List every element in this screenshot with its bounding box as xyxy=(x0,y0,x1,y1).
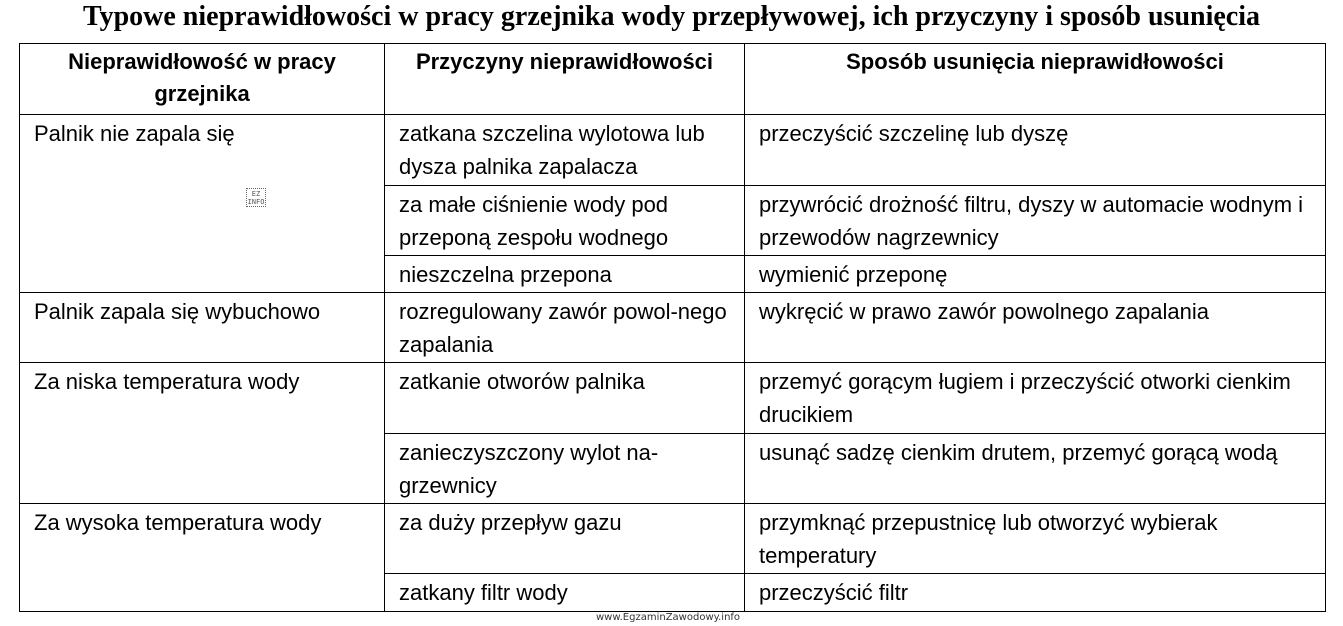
issue-cell: Za niska temperatura wody xyxy=(20,363,385,504)
table-header-row xyxy=(20,44,1326,115)
cause-cell: zatkanie otworów palnika xyxy=(385,363,745,433)
faults-table xyxy=(19,43,1326,612)
remedy-cell: wymienić przeponę xyxy=(745,256,1326,293)
cause-cell: zatkana szczelina wylotowa lub dysza palnika zapalacza xyxy=(385,115,745,185)
cause-cell: za duży przepływ gazu xyxy=(385,503,745,573)
cause-cell: zanieczyszczony wylot na-grzewnicy xyxy=(385,433,745,503)
remedy-cell: przymknąć przepustnicę lub otworzyć wybierak temperatury xyxy=(745,503,1326,573)
issue-cell: Palnik nie zapala się xyxy=(20,115,385,292)
remedy-cell: usunąć sadzę cienkim drutem, przemyć gorącą wodą xyxy=(745,433,1326,503)
watermark: www.EgzaminZawodowy.info xyxy=(596,612,741,623)
header-issue: Nieprawidłowość w pracy grzejnika xyxy=(20,44,385,115)
ez-info-icon: EZ INFO xyxy=(247,190,265,206)
issue-cell: Za wysoka temperatura wody xyxy=(20,503,385,611)
cause-cell: rozregulowany zawór powol-nego zapalania xyxy=(385,292,745,362)
remedy-cell: przywrócić drożność filtru, dyszy w automacie wodnym i przewodów nagrzewnicy xyxy=(745,185,1326,255)
table-row xyxy=(20,115,1326,185)
cause-cell: nieszczelna przepona xyxy=(385,256,745,293)
remedy-cell: przeczyścić szczelinę lub dyszę xyxy=(745,115,1326,185)
cause-cell: zatkany filtr wody xyxy=(385,574,745,612)
header-remedy: Sposób usunięcia nieprawidłowości xyxy=(745,44,1326,115)
header-cause: Przyczyny nieprawidłowości xyxy=(385,44,745,115)
document-title: Typowe nieprawidłowości w pracy grzejnika wody przepływowej, ich przyczyny i sposób usunięcia xyxy=(82,1,1261,32)
cause-cell: za małe ciśnienie wody pod przeponą zespołu wodnego xyxy=(385,185,745,255)
table-row xyxy=(20,292,1326,362)
remedy-cell: wykręcić w prawo zawór powolnego zapalania xyxy=(745,292,1326,362)
table-row xyxy=(20,503,1326,573)
issue-cell: Palnik zapala się wybuchowo xyxy=(20,292,385,362)
table-row xyxy=(20,363,1326,433)
remedy-cell: przeczyścić filtr xyxy=(745,574,1326,612)
remedy-cell: przemyć gorącym ługiem i przeczyścić otworki cienkim drucikiem xyxy=(745,363,1326,433)
